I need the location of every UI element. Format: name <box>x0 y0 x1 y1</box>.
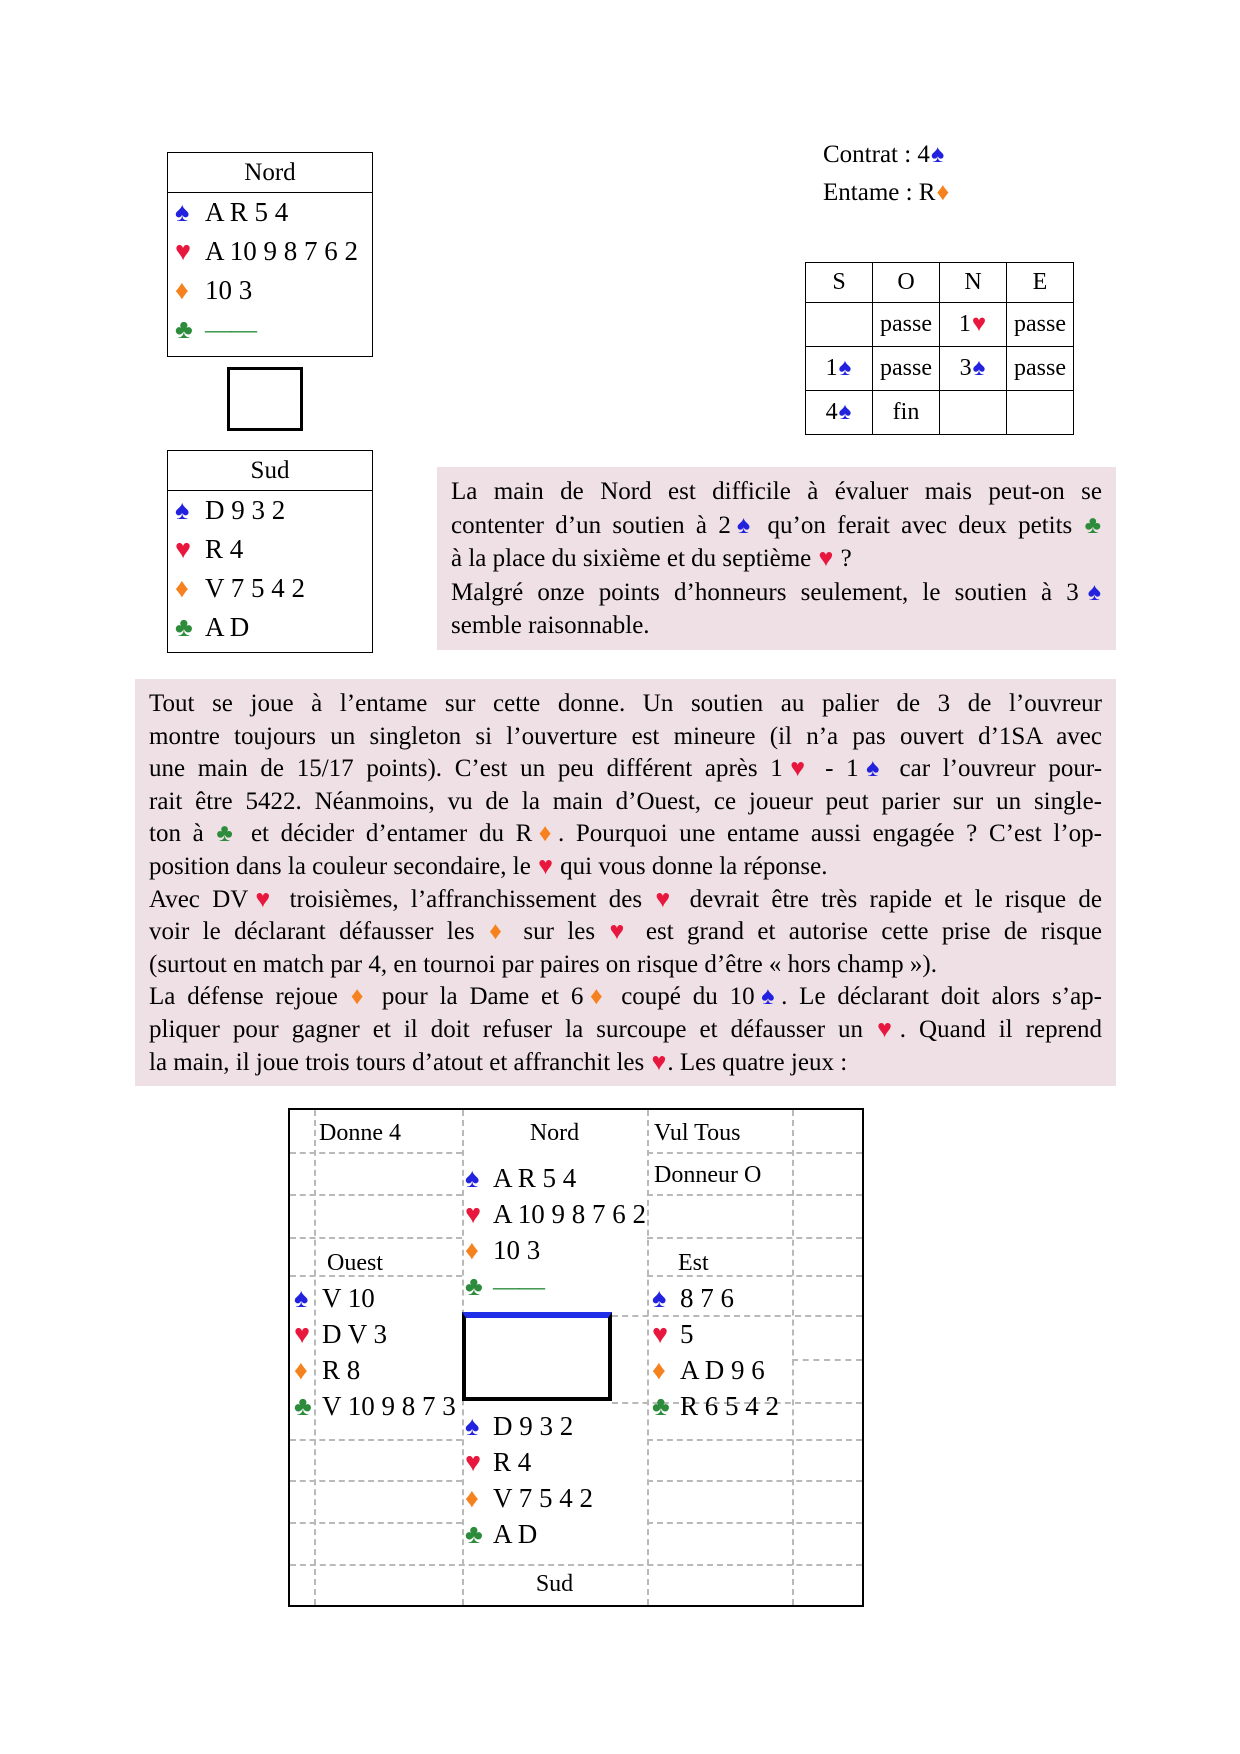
north-spades-line <box>168 193 372 232</box>
text-line: (surtout en match par 4, en tournoi par paires on risque d’être « hors champ »). <box>149 950 937 978</box>
club-icon: ♣ <box>1084 511 1101 539</box>
heart-icon: ♥ <box>465 1199 482 1229</box>
west-hearts-cards: D V 3 <box>322 1319 388 1349</box>
spade-icon: ♠ <box>1079 578 1101 606</box>
south-diamonds-cards: V 7 5 4 2 <box>205 573 306 603</box>
contract-block <box>823 136 950 212</box>
east-hearts-cards: 5 <box>680 1319 694 1349</box>
bid-cell: 1♥ <box>940 303 1007 347</box>
west-diamonds-line <box>294 1352 456 1388</box>
bid-cell <box>806 303 873 347</box>
heart-icon: ♥ <box>294 1319 311 1349</box>
lead-line: Entame : R♦ <box>823 179 950 206</box>
spade-icon: ♠ <box>755 983 781 1011</box>
grid-line <box>290 1194 462 1196</box>
south-spades-line <box>168 491 372 530</box>
bidding-table <box>805 262 1074 435</box>
bid-cell: passe <box>873 303 940 347</box>
text-line: semble raisonnable. <box>451 612 650 639</box>
text-line: La main de Nord est difficile à évaluer mais peut-on se <box>451 478 1102 505</box>
grid-line <box>647 1237 862 1239</box>
south-clubs-line <box>168 608 372 647</box>
club-icon: ♣ <box>465 1271 483 1301</box>
bidding-row <box>806 391 1074 435</box>
spade-icon: ♠ <box>838 355 852 381</box>
table-center-box <box>462 1312 612 1401</box>
text-line: à la place du sixième et du septième ♥ ? <box>451 545 852 572</box>
grid-line <box>647 1194 862 1196</box>
text-line: pliquer pour gagner et il doit refuser la surcoupe et défausser un ♥. Quand il reprend <box>149 1015 1103 1043</box>
heart-icon: ♥ <box>971 311 987 337</box>
spade-icon: ♠ <box>859 755 886 783</box>
bid-cell: passe <box>1007 303 1074 347</box>
south-clubs-cards: A D <box>205 612 250 642</box>
north-diamonds-cards: 10 3 <box>205 275 253 305</box>
text-line: Tout se joue à l’entame sur cette donne. Un soutien au palier de 3 de l’ouvreur <box>149 690 1102 717</box>
diamond-icon: ♦ <box>465 1483 479 1513</box>
south-hearts-line <box>465 1444 593 1480</box>
grid-line <box>647 1439 862 1441</box>
south-diamonds-line <box>465 1480 593 1516</box>
diamond-icon: ♦ <box>652 1355 666 1385</box>
heart-icon: ♥ <box>249 885 277 913</box>
text-line: position dans la couleur secondaire, le ♥ qui vous donne la réponse. <box>149 852 828 880</box>
spade-icon: ♠ <box>731 511 756 539</box>
grid-line <box>647 1152 862 1154</box>
south-spades-cards: D 9 3 2 <box>205 495 286 525</box>
text-line: rait être 5422. Néanmoins, vu de la main d’Ouest, ce joueur peut parier sur un single- <box>149 787 1102 815</box>
heart-icon: ♥ <box>175 236 192 266</box>
south-hearts-line <box>168 530 372 569</box>
east-clubs-cards: R 6 5 4 2 <box>680 1391 780 1421</box>
grid-line <box>647 1480 862 1482</box>
north-spades-cards: A R 5 4 <box>205 197 289 227</box>
heart-icon: ♥ <box>877 1015 899 1043</box>
diamond-icon: ♦ <box>533 820 557 848</box>
south-label: Sud <box>535 1571 574 1597</box>
bid-cell <box>1007 391 1074 435</box>
heart-icon: ♥ <box>783 755 812 783</box>
west-diagram-hand <box>294 1280 456 1424</box>
north-hearts-line <box>168 232 372 271</box>
north-diamonds-line <box>465 1232 646 1268</box>
heart-icon: ♥ <box>175 534 192 564</box>
grid-line <box>290 1480 462 1482</box>
north-spades-cards: A R 5 4 <box>493 1163 577 1193</box>
east-hearts-line <box>652 1316 779 1352</box>
bid-header-n: N <box>940 263 1007 303</box>
diamond-icon: ♦ <box>175 573 189 603</box>
bidding-header-row <box>806 263 1074 303</box>
heart-icon: ♥ <box>609 918 632 946</box>
dealer-label: Donneur O <box>654 1162 762 1188</box>
bid-cell: passe <box>873 347 940 391</box>
grid-line <box>647 1110 649 1605</box>
spade-icon: ♠ <box>175 495 190 525</box>
bid-cell: passe <box>1007 347 1074 391</box>
heart-icon: ♥ <box>652 1319 669 1349</box>
diamond-icon: ♦ <box>489 918 509 946</box>
bid-cell <box>940 391 1007 435</box>
text-line: Avec DV♥ troisièmes, l’affranchissement des ♥ devrait être très rapide et le risque de <box>149 885 1103 913</box>
south-spades-line <box>465 1408 593 1444</box>
south-hand-box <box>167 450 373 653</box>
grid-line <box>792 1110 794 1605</box>
grid-line <box>290 1439 462 1441</box>
east-label: Est <box>678 1250 709 1276</box>
card-placeholder-box <box>227 367 303 431</box>
west-hearts-line <box>294 1316 456 1352</box>
club-icon: ♣ <box>175 612 193 642</box>
comment-block-1 <box>437 467 1116 650</box>
bid-cell: 1♠ <box>806 347 873 391</box>
club-icon: ♣ <box>175 314 193 344</box>
north-label: Nord <box>529 1120 580 1146</box>
spade-icon: ♠ <box>838 399 852 425</box>
text-line: la main, il joue trois tours d’atout et affranchit les ♥. Les quatre jeux : <box>149 1048 848 1076</box>
east-spades-line <box>652 1280 779 1316</box>
north-spades-line <box>465 1160 646 1196</box>
text-line: ton à ♣ et décider d’entamer du R♦. Pourquoi une entame aussi engagée ? C’est l’op- <box>149 820 1102 848</box>
spade-icon: ♠ <box>930 141 945 168</box>
diamond-icon: ♦ <box>294 1355 308 1385</box>
north-diagram-hand <box>465 1160 646 1304</box>
south-diamonds-line <box>168 569 372 608</box>
spade-icon: ♠ <box>652 1283 667 1313</box>
spade-icon: ♠ <box>465 1411 480 1441</box>
south-hearts-cards: R 4 <box>205 534 244 564</box>
north-clubs-void: —— <box>493 1271 543 1301</box>
west-label: Ouest <box>327 1250 383 1276</box>
bid-header-s: S <box>806 263 873 303</box>
east-spades-cards: 8 7 6 <box>680 1283 734 1313</box>
east-diamonds-cards: A D 9 6 <box>680 1355 765 1385</box>
club-icon: ♣ <box>294 1391 312 1421</box>
grid-line <box>290 1237 462 1239</box>
bidding-row <box>806 303 1074 347</box>
text-line: La défense rejoue ♦ pour la Dame et 6♦ coupé du 10♠. Le déclarant doit alors s’ap- <box>149 983 1102 1011</box>
spade-icon: ♠ <box>175 197 190 227</box>
grid-line <box>792 1359 862 1361</box>
text-line: une main de 15/17 points). C’est un peu différent après 1♥ - 1♠ car l’ouvreur pour- <box>149 755 1103 783</box>
east-clubs-line <box>652 1388 779 1424</box>
heart-icon: ♥ <box>655 885 677 913</box>
text-line: montre toujours un singleton si l’ouverture est mineure (il n’a pas ouvert d’1SA avec <box>149 722 1102 750</box>
north-hearts-line <box>465 1196 646 1232</box>
north-hand-box <box>167 152 373 357</box>
comment-block-2 <box>135 679 1116 1086</box>
grid-line <box>290 1152 462 1154</box>
north-diamonds-cards: 10 3 <box>493 1235 541 1265</box>
bid-header-e: E <box>1007 263 1074 303</box>
grid-line <box>647 1522 862 1524</box>
north-hand-title: Nord <box>168 153 372 193</box>
south-clubs-line <box>465 1516 593 1552</box>
deal-diagram <box>288 1108 864 1607</box>
bid-cell: 4♠ <box>806 391 873 435</box>
north-hearts-cards: A 10 9 8 7 6 2 <box>205 236 359 266</box>
diamond-icon: ♦ <box>936 179 950 206</box>
east-diamonds-line <box>652 1352 779 1388</box>
spade-icon: ♠ <box>972 355 986 381</box>
north-hearts-cards: A 10 9 8 7 6 2 <box>493 1199 647 1229</box>
heart-icon: ♥ <box>818 545 834 572</box>
south-diamonds-cards: V 7 5 4 2 <box>493 1483 594 1513</box>
south-hearts-cards: R 4 <box>493 1447 532 1477</box>
text-line: contenter d’un soutien à 2♠ qu’on ferait avec deux petits ♣ <box>451 511 1101 539</box>
deal-number-label: Donne 4 <box>319 1120 401 1146</box>
west-clubs-line <box>294 1388 456 1424</box>
diamond-icon: ♦ <box>350 983 370 1011</box>
diamond-icon: ♦ <box>175 275 189 305</box>
south-hand-title: Sud <box>168 451 372 491</box>
club-icon: ♣ <box>465 1519 483 1549</box>
diamond-icon: ♦ <box>584 983 609 1011</box>
north-clubs-line <box>168 310 372 349</box>
north-clubs-void: —— <box>205 314 255 344</box>
south-diagram-hand <box>465 1408 593 1552</box>
heart-icon: ♥ <box>465 1447 482 1477</box>
west-spades-line <box>294 1280 456 1316</box>
club-icon: ♣ <box>652 1391 670 1421</box>
text-line: voir le déclarant défausser les ♦ sur les ♥ est grand et autorise cette prise de risque <box>149 918 1102 946</box>
bid-header-o: O <box>873 263 940 303</box>
vulnerability-label: Vul Tous <box>654 1120 741 1146</box>
heart-icon: ♥ <box>651 1048 667 1076</box>
bid-cell: fin <box>873 391 940 435</box>
south-clubs-cards: A D <box>493 1519 538 1549</box>
north-clubs-line <box>465 1268 646 1304</box>
west-spades-cards: V 10 <box>322 1283 375 1313</box>
east-diagram-hand <box>652 1280 779 1424</box>
south-spades-cards: D 9 3 2 <box>493 1411 574 1441</box>
west-diamonds-cards: R 8 <box>322 1355 361 1385</box>
diamond-icon: ♦ <box>465 1235 479 1265</box>
contract-line: Contrat : 4♠ <box>823 141 945 168</box>
north-diamonds-line <box>168 271 372 310</box>
west-clubs-cards: V 10 9 8 7 3 <box>322 1391 456 1421</box>
spade-icon: ♠ <box>294 1283 309 1313</box>
bidding-row <box>806 347 1074 391</box>
club-icon: ♣ <box>216 820 239 848</box>
grid-line <box>290 1522 462 1524</box>
bid-cell: 3♠ <box>940 347 1007 391</box>
heart-icon: ♥ <box>538 852 553 880</box>
text-line: Malgré onze points d’honneurs seulement, le soutien à 3♠ <box>451 578 1101 606</box>
spade-icon: ♠ <box>465 1163 480 1193</box>
